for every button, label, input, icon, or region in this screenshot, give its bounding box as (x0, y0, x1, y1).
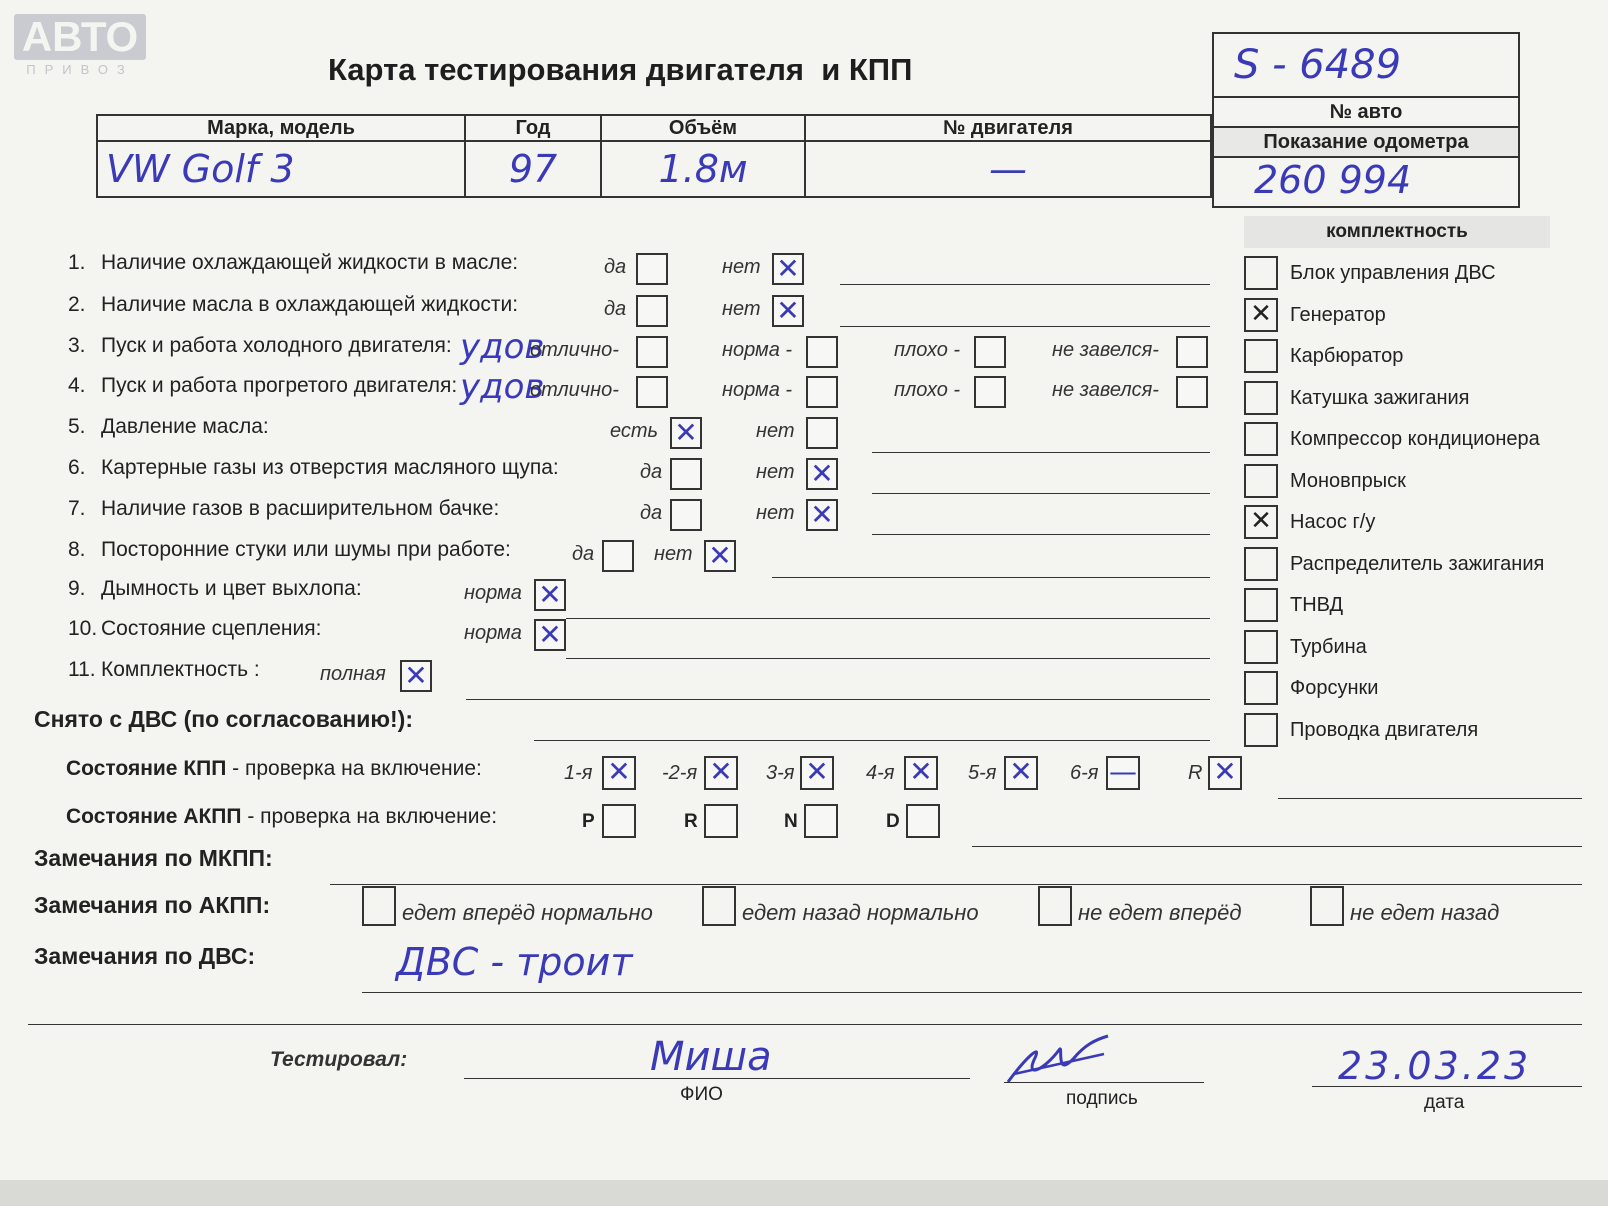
akpp-position-checkbox-4[interactable] (906, 804, 940, 838)
kpp-label (66, 757, 482, 781)
row7-yes-checkbox[interactable] (670, 499, 702, 531)
akpp-remark-label-3: не едет вперёд (1078, 900, 1242, 925)
row11-full-label: полная (320, 663, 386, 685)
completeness-label-10: Турбина (1290, 635, 1367, 658)
gear-checkbox-3[interactable] (800, 756, 834, 790)
akpp-position-label-4: D (886, 811, 900, 832)
date-handwritten: 23.03.23 (1338, 1044, 1532, 1088)
signature-caption: подпись (1066, 1088, 1138, 1109)
row7-line (872, 534, 1210, 535)
mkpp-remarks-line (330, 884, 1582, 885)
row9-normal-checkbox-mark: ✕ (538, 578, 562, 611)
gear-checkbox-3-mark: ✕ (805, 755, 829, 788)
completeness-label-11: Форсунки (1290, 677, 1379, 699)
check-number-2: 2. (68, 293, 86, 316)
gear-checkbox-4-mark: ✕ (909, 755, 933, 788)
separator-line (28, 1024, 1582, 1025)
gear-label-6: 6-я (1070, 762, 1099, 784)
completeness-checkbox-8[interactable] (1244, 547, 1278, 581)
row6-yes-checkbox[interactable] (670, 458, 702, 490)
completeness-label-5: Компрессор кондиционера (1290, 428, 1540, 450)
mkpp-remarks-label: Замечания по МКПП: (34, 845, 273, 871)
row10-normal-checkbox[interactable] (534, 619, 566, 651)
row1-no-label: нет (722, 256, 761, 278)
row11-line (466, 699, 1210, 700)
completeness-checkbox-7[interactable] (1244, 505, 1278, 539)
row11-full-checkbox[interactable] (400, 660, 432, 692)
odometer-label: Показание одометра (1214, 126, 1518, 158)
row4-excellent-checkbox[interactable] (636, 376, 668, 408)
completeness-label-9: ТНВД (1290, 594, 1344, 616)
engine-no-value (805, 141, 1211, 197)
row7-yes-label: да (640, 502, 663, 524)
row4-normal-checkbox[interactable] (806, 376, 838, 408)
completeness-checkbox-2-mark: ✕ (1250, 298, 1272, 329)
page-title: Карта тестирования двигателя и КПП (328, 52, 913, 87)
gear-checkbox-1[interactable] (602, 756, 636, 790)
completeness-checkbox-9[interactable] (1244, 588, 1278, 622)
brand-handwritten: VW Golf 3 (106, 147, 295, 191)
row8-yes-checkbox[interactable] (602, 540, 634, 572)
gear-checkbox-6[interactable] (1106, 756, 1140, 790)
akpp-remark-checkbox-3[interactable] (1038, 886, 1072, 926)
row7-no-checkbox[interactable] (806, 499, 838, 531)
completeness-checkbox-1[interactable] (1244, 256, 1278, 290)
kpp-label-rest: - проверка на включение: (226, 757, 482, 780)
check-label-8: Посторонние стуки или шумы при работе: (101, 538, 511, 561)
row6-no-label: нет (756, 461, 795, 483)
volume-value (601, 141, 805, 197)
row10-line (566, 658, 1210, 659)
row2-yes-checkbox[interactable] (636, 295, 668, 327)
completeness-label-1: Блок управления ДВС (1290, 262, 1496, 284)
check-label-7: Наличие газов в расширительном бачке: (101, 497, 500, 520)
dvs-remarks-handwritten: ДВС - троит (396, 940, 633, 984)
completeness-label-12: Проводка двигателя (1290, 718, 1479, 741)
completeness-checkbox-3[interactable] (1244, 339, 1278, 373)
dvs-remarks-label: Замечания по ДВС: (34, 943, 256, 969)
name-caption: ФИО (680, 1084, 723, 1105)
date-line (1312, 1086, 1582, 1087)
check-number-11: 11. (68, 658, 96, 681)
row8-no-label: нет (654, 543, 693, 565)
row1-no-checkbox[interactable] (772, 253, 804, 285)
check-label-4: Пуск и работа прогретого двигателя: (101, 374, 458, 397)
row10-normal-label: норма (464, 622, 522, 644)
akpp-remark-label-2: едет назад нормально (742, 900, 979, 925)
akpp-label (66, 805, 497, 829)
gear-checkbox-5[interactable] (1004, 756, 1038, 790)
row3-bad-label: плохо - (894, 339, 961, 361)
akpp-remark-checkbox-2[interactable] (702, 886, 736, 926)
row4-not-started-checkbox[interactable] (1176, 376, 1208, 408)
row9-normal-label: норма (464, 582, 522, 604)
completeness-label-3: Карбюратор (1290, 345, 1404, 367)
row6-line (872, 493, 1210, 494)
row8-no-checkbox-mark: ✕ (708, 539, 732, 572)
check-number-5: 5. (68, 415, 86, 438)
vehicle-info-table (96, 114, 1212, 198)
check-number-3: 3. (68, 334, 86, 357)
akpp-position-label-3: N (784, 811, 798, 832)
row4-handwritten-note: удов (460, 367, 545, 407)
completeness-checkbox-5[interactable] (1244, 422, 1278, 456)
check-number-7: 7. (68, 497, 86, 520)
row1-yes-label: да (604, 256, 627, 278)
completeness-checkbox-2[interactable] (1244, 298, 1278, 332)
completeness-title: комплектность (1244, 216, 1550, 248)
check-number-6: 6. (68, 456, 86, 479)
akpp-remark-checkbox-4[interactable] (1310, 886, 1344, 926)
akpp-position-checkbox-2[interactable] (704, 804, 738, 838)
removed-line (534, 740, 1210, 741)
row10-normal-checkbox-mark: ✕ (538, 618, 562, 651)
gear-label-5: 5-я (968, 762, 997, 784)
gear-checkbox-7-mark: ✕ (1213, 755, 1237, 788)
row2-no-checkbox[interactable] (772, 295, 804, 327)
watermark-brand: АВТО (14, 14, 146, 60)
akpp-position-checkbox-3[interactable] (804, 804, 838, 838)
row2-line (840, 326, 1210, 327)
signature-image (1004, 1030, 1114, 1090)
watermark-logo (14, 14, 146, 76)
gear-label-1: 1-я (564, 762, 593, 784)
completeness-checkbox-6[interactable] (1244, 464, 1278, 498)
year-handwritten: 97 (508, 147, 558, 191)
volume-header: Объём (601, 115, 805, 141)
row3-excellent-label: отлично- (530, 339, 619, 361)
row9-line (566, 618, 1210, 619)
row4-bad-checkbox[interactable] (974, 376, 1006, 408)
row5-line (872, 452, 1210, 453)
row3-normal-checkbox[interactable] (806, 336, 838, 368)
akpp-position-label-1: P (582, 811, 595, 832)
row2-no-label: нет (722, 298, 761, 320)
gear-label-2: -2-я (662, 762, 698, 784)
row3-excellent-checkbox[interactable] (636, 336, 668, 368)
removed-label: Снято с ДВС (по согласованию!): (34, 706, 413, 732)
signature-line (1004, 1082, 1204, 1083)
completeness-checkbox-10[interactable] (1244, 630, 1278, 664)
akpp-position-checkbox-1[interactable] (602, 804, 636, 838)
brand-header: Марка, модель (97, 115, 465, 141)
row8-line (772, 577, 1210, 578)
akpp-remark-checkbox-1[interactable] (362, 886, 396, 926)
row1-line (840, 284, 1210, 285)
row7-no-label: нет (756, 502, 795, 524)
row5-present-label: есть (610, 420, 659, 442)
gear-label-4: 4-я (866, 762, 895, 784)
auto-no-box (1212, 32, 1520, 208)
akpp-remark-label-4: не едет назад (1350, 900, 1500, 925)
row3-bad-checkbox[interactable] (974, 336, 1006, 368)
row4-not-started-label: не завелся- (1052, 379, 1159, 401)
row8-no-checkbox[interactable] (704, 540, 736, 572)
gear-label-7: R (1188, 762, 1203, 784)
completeness-checkbox-11[interactable] (1244, 671, 1278, 705)
row11-full-checkbox-mark: ✕ (404, 659, 428, 692)
completeness-label-7: Насос г/у (1290, 511, 1376, 533)
check-label-1: Наличие охлаждающей жидкости в масле: (101, 251, 519, 274)
gear-checkbox-7[interactable] (1208, 756, 1242, 790)
gear-checkbox-4[interactable] (904, 756, 938, 790)
check-number-10: 10. (68, 617, 98, 640)
row2-no-checkbox-mark: ✕ (776, 294, 800, 327)
auto-no-label: № авто (1214, 96, 1518, 126)
akpp-position-label-2: R (684, 811, 698, 832)
odometer-handwritten: 260 994 (1254, 158, 1412, 202)
check-number-9: 9. (68, 577, 86, 600)
tested-label: Тестировал: (270, 1048, 408, 1071)
completeness-label-4: Катушка зажигания (1290, 386, 1470, 409)
kpp-label-bold: Состояние КПП (66, 757, 227, 780)
date-caption: дата (1424, 1092, 1465, 1113)
check-label-10: Состояние сцепления: (101, 617, 322, 640)
engine-no-handwritten: — (989, 147, 1027, 191)
akpp-remarks-label: Замечания по АКПП: (34, 892, 271, 918)
row4-excellent-label: отлично- (530, 379, 619, 401)
row6-yes-label: да (640, 461, 663, 483)
row4-bad-label: плохо - (894, 379, 961, 401)
row9-normal-checkbox[interactable] (534, 579, 566, 611)
check-label-5: Давление масла: (101, 415, 269, 438)
watermark-sub: ПРИВОЗ (26, 62, 134, 77)
completeness-label-6: Моновпрыск (1290, 469, 1406, 492)
check-label-6: Картерные газы из отверстия масляного щупа: (101, 456, 559, 479)
brand-value (97, 141, 465, 197)
row4-normal-label: норма - (722, 379, 793, 401)
gear-checkbox-6-mark: — (1109, 755, 1137, 788)
row3-not-started-label: не завелся- (1052, 339, 1159, 361)
row6-no-checkbox[interactable] (806, 458, 838, 490)
row5-present-checkbox[interactable] (670, 417, 702, 449)
akpp-remark-label-1: едет вперёд нормально (402, 900, 653, 925)
gear-checkbox-2[interactable] (704, 756, 738, 790)
gear-label-3: 3-я (766, 762, 795, 784)
completeness-checkbox-7-mark: ✕ (1250, 506, 1272, 536)
row5-no-checkbox[interactable] (806, 417, 838, 449)
name-line (464, 1078, 970, 1079)
check-number-4: 4. (68, 374, 86, 397)
kpp-line (1278, 798, 1582, 799)
row3-handwritten-note: удов (460, 327, 545, 367)
check-label-3: Пуск и работа холодного двигателя: (101, 334, 452, 357)
check-label-9: Дымность и цвет выхлопа: (101, 577, 362, 600)
row6-no-checkbox-mark: ✕ (810, 457, 834, 490)
row3-normal-label: норма - (722, 339, 793, 361)
dvs-remarks-line (362, 992, 1582, 993)
check-number-1: 1. (68, 251, 86, 274)
row1-no-checkbox-mark: ✕ (776, 252, 800, 285)
akpp-label-bold: Состояние АКПП (66, 805, 242, 828)
check-label-2: Наличие масла в охлаждающей жидкости: (101, 293, 519, 316)
volume-handwritten: 1.8м (658, 147, 748, 191)
akpp-line (972, 846, 1582, 847)
row5-present-checkbox-mark: ✕ (674, 416, 698, 449)
engine-no-header: № двигателя (805, 115, 1211, 141)
gear-checkbox-2-mark: ✕ (709, 755, 733, 788)
gear-checkbox-1-mark: ✕ (607, 755, 631, 788)
completeness-checkbox-12[interactable] (1244, 713, 1278, 747)
row1-yes-checkbox[interactable] (636, 253, 668, 285)
year-header: Год (465, 115, 601, 141)
tester-name-handwritten: Миша (650, 1034, 772, 1080)
row5-no-label: нет (756, 420, 795, 442)
row3-not-started-checkbox[interactable] (1176, 336, 1208, 368)
completeness-label-2: Генератор (1290, 303, 1386, 326)
row2-yes-label: да (604, 298, 627, 320)
row7-no-checkbox-mark: ✕ (810, 498, 834, 531)
completeness-label-8: Распределитель зажигания (1290, 552, 1545, 575)
gear-checkbox-5-mark: ✕ (1009, 755, 1033, 788)
check-label-11: Комплектность : (101, 658, 260, 681)
akpp-label-rest: - проверка на включение: (241, 805, 498, 828)
completeness-checkbox-4[interactable] (1244, 381, 1278, 415)
check-number-8: 8. (68, 538, 86, 561)
year-value (465, 141, 601, 197)
row8-yes-label: да (572, 543, 595, 565)
auto-no-handwritten: S - 6489 (1234, 42, 1402, 88)
